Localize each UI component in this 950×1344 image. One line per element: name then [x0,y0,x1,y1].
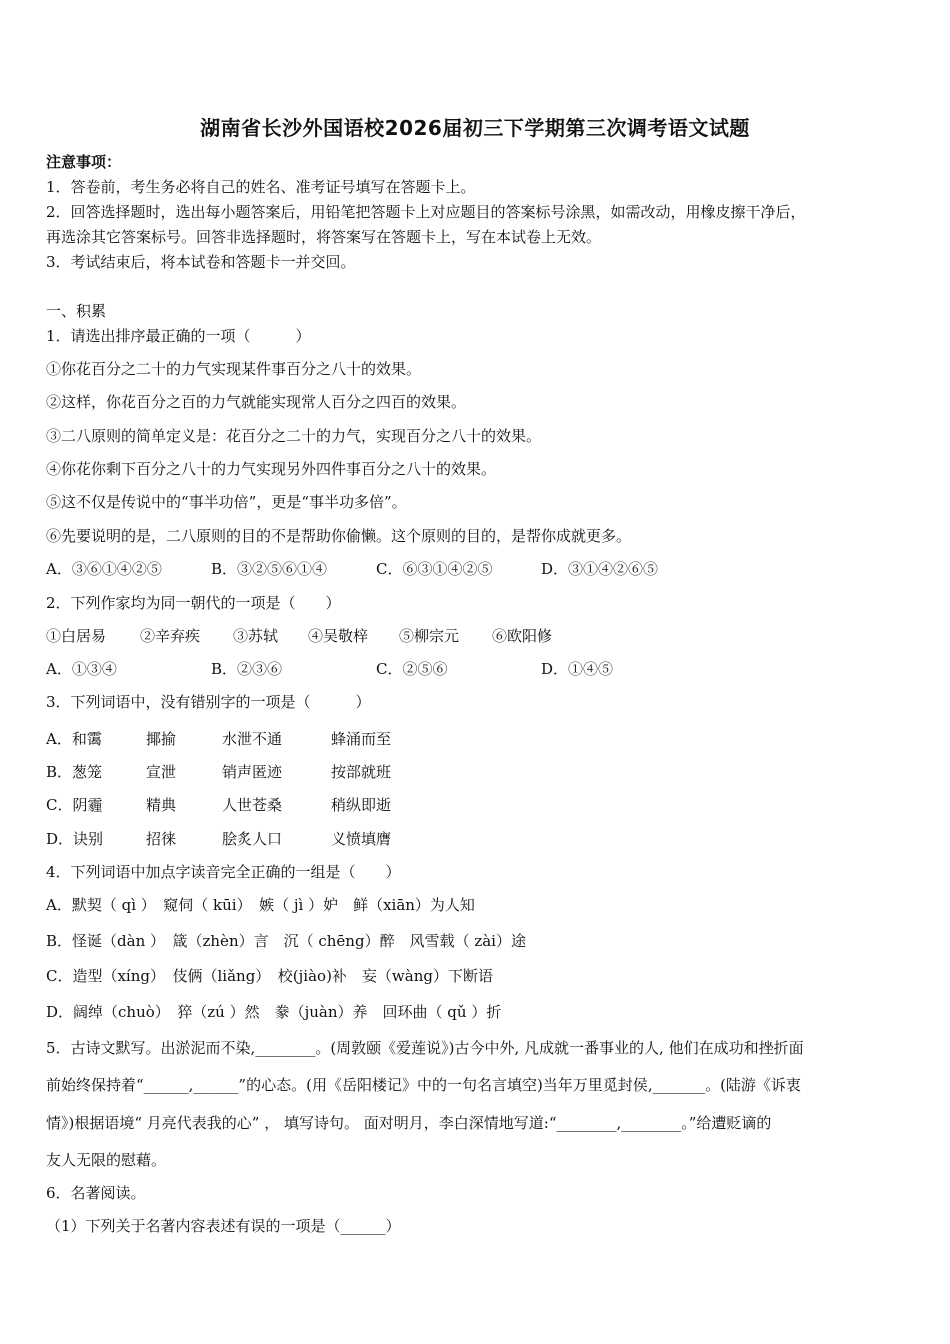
q1-option-d[interactable]: D．③①④②⑥⑤ [541,560,659,578]
notice-item: 2．回答选择题时，选出每小题答案后，用铅笔把答题卡上对应题目的答案标号涂黑，如需改动，用橡皮擦干净后， [46,203,806,221]
q2-option-b[interactable]: B．②③⑥ [211,660,283,678]
q4-option-d[interactable]: D．阔绰（chuò） 猝（zú ）然 豢（juàn）养 回环曲（ qǔ ）折 [46,1003,502,1021]
q1-sentence: ②这样，你花百分之百的力气就能实现常人百分之四百的效果。 [46,393,467,411]
q1-option-a[interactable]: A．③⑥①④②⑤ [46,560,162,578]
q5-line: 5．古诗文默写。出淤泥而不染,________。(周敦颐《爱莲说》)古今中外, 凡成就一番事业的人, 他们在成功和挫折面 [46,1039,804,1057]
question-6-stem: 6．名著阅读。 [46,1184,146,1202]
q2-author: ②辛弃疾 [140,627,201,645]
q5-line: 前始终保持着“______,______”的心态。(用《岳阳楼记》中的一句名言填空)当年万里觅封侯,_______。(陆游《诉衷 [46,1076,801,1094]
q3-word: 揶揄 [146,730,177,748]
q3-option-c[interactable]: C．阴霾 [46,796,103,814]
q3-word: 稍纵即逝 [331,796,392,814]
q2-option-d[interactable]: D．①④⑤ [541,660,614,678]
question-3-stem: 3．下列词语中，没有错别字的一项是（ ） [46,693,371,711]
q2-author: ⑤柳宗元 [399,627,460,645]
question-1-stem: 1．请选出排序最正确的一项（ ） [46,327,311,345]
q3-word: 按部就班 [331,763,392,781]
q2-option-a[interactable]: A．①③④ [46,660,117,678]
q2-author: ①白居易 [46,627,107,645]
q4-option-c[interactable]: C．造型（xíng） 伎俩（liǎng） 校(jiào)补 妄（wàng）下断语 [46,967,493,985]
q3-word: 宣泄 [146,763,177,781]
notice-item: 1．答卷前，考生务必将自己的姓名、准考证号填写在答题卡上。 [46,178,476,196]
q2-option-c[interactable]: C．②⑤⑥ [376,660,448,678]
q3-option-d[interactable]: D．诀别 [46,830,104,848]
q3-word: 水泄不通 [222,730,283,748]
question-2-stem: 2．下列作家均为同一朝代的一项是（ ） [46,594,341,612]
q3-word: 人世苍桑 [222,796,283,814]
q5-line: 情》)根据语境“ 月亮代表我的心” ， 填写诗句。 面对明月，李白深情地写道:“________,________。”给遭贬谪的 [46,1114,772,1132]
q5-line: 友人无限的慰藉。 [46,1151,167,1169]
q6-sub-question-1: （1）下列关于名著内容表述有误的一项是（______） [46,1217,401,1235]
q1-sentence: ①你花百分之二十的力气实现某件事百分之八十的效果。 [46,360,422,378]
q3-word: 脍炙人口 [222,830,283,848]
q4-option-a[interactable]: A．默契（ qì ） 窥伺（ kūi） 嫉（ jì ）妒 鲜（xiān）为人知 [46,896,475,914]
q2-author: ③苏轼 [233,627,279,645]
q4-option-b[interactable]: B．怪诞（dàn ） 箴（zhèn）言 沉（ chēng）醉 风雪载（ zài）途 [46,932,526,950]
notice-heading: 注意事项： [46,153,122,171]
section-heading: 一、积累 [46,302,107,320]
q1-sentence: ③二八原则的简单定义是：花百分之二十的力气，实现百分之八十的效果。 [46,427,542,445]
notice-item: 再选涂其它答案标号。回答非选择题时，将答案写在答题卡上，写在本试卷上无效。 [46,228,602,246]
q2-author: ④吴敬梓 [308,627,369,645]
page-title: 湖南省长沙外国语校2026届初三下学期第三次调考语文试题 [200,116,750,140]
q3-word: 招徕 [146,830,177,848]
q1-sentence: ④你花你剩下百分之八十的力气实现另外四件事百分之八十的效果。 [46,460,497,478]
q3-word: 义愤填膺 [331,830,392,848]
q1-option-c[interactable]: C．⑥③①④②⑤ [376,560,493,578]
q3-option-a[interactable]: A．和霭 [46,730,102,748]
q3-word: 蜂涌而至 [331,730,392,748]
q3-word: 精典 [146,796,177,814]
notice-item: 3．考试结束后，将本试卷和答题卡一并交回。 [46,253,356,271]
q1-sentence: ⑥先要说明的是，二八原则的目的不是帮助你偷懒。这个原则的目的，是帮你成就更多。 [46,527,632,545]
question-4-stem: 4．下列词语中加点字读音完全正确的一组是（ ） [46,863,401,881]
q1-sentence: ⑤这不仅是传说中的“事半功倍”，更是“事半功多倍”。 [46,493,407,511]
q3-option-b[interactable]: B．葱笼 [46,763,103,781]
q3-word: 销声匿迹 [222,763,283,781]
q2-author: ⑥欧阳修 [492,627,553,645]
q1-option-b[interactable]: B．③②⑤⑥①④ [211,560,328,578]
